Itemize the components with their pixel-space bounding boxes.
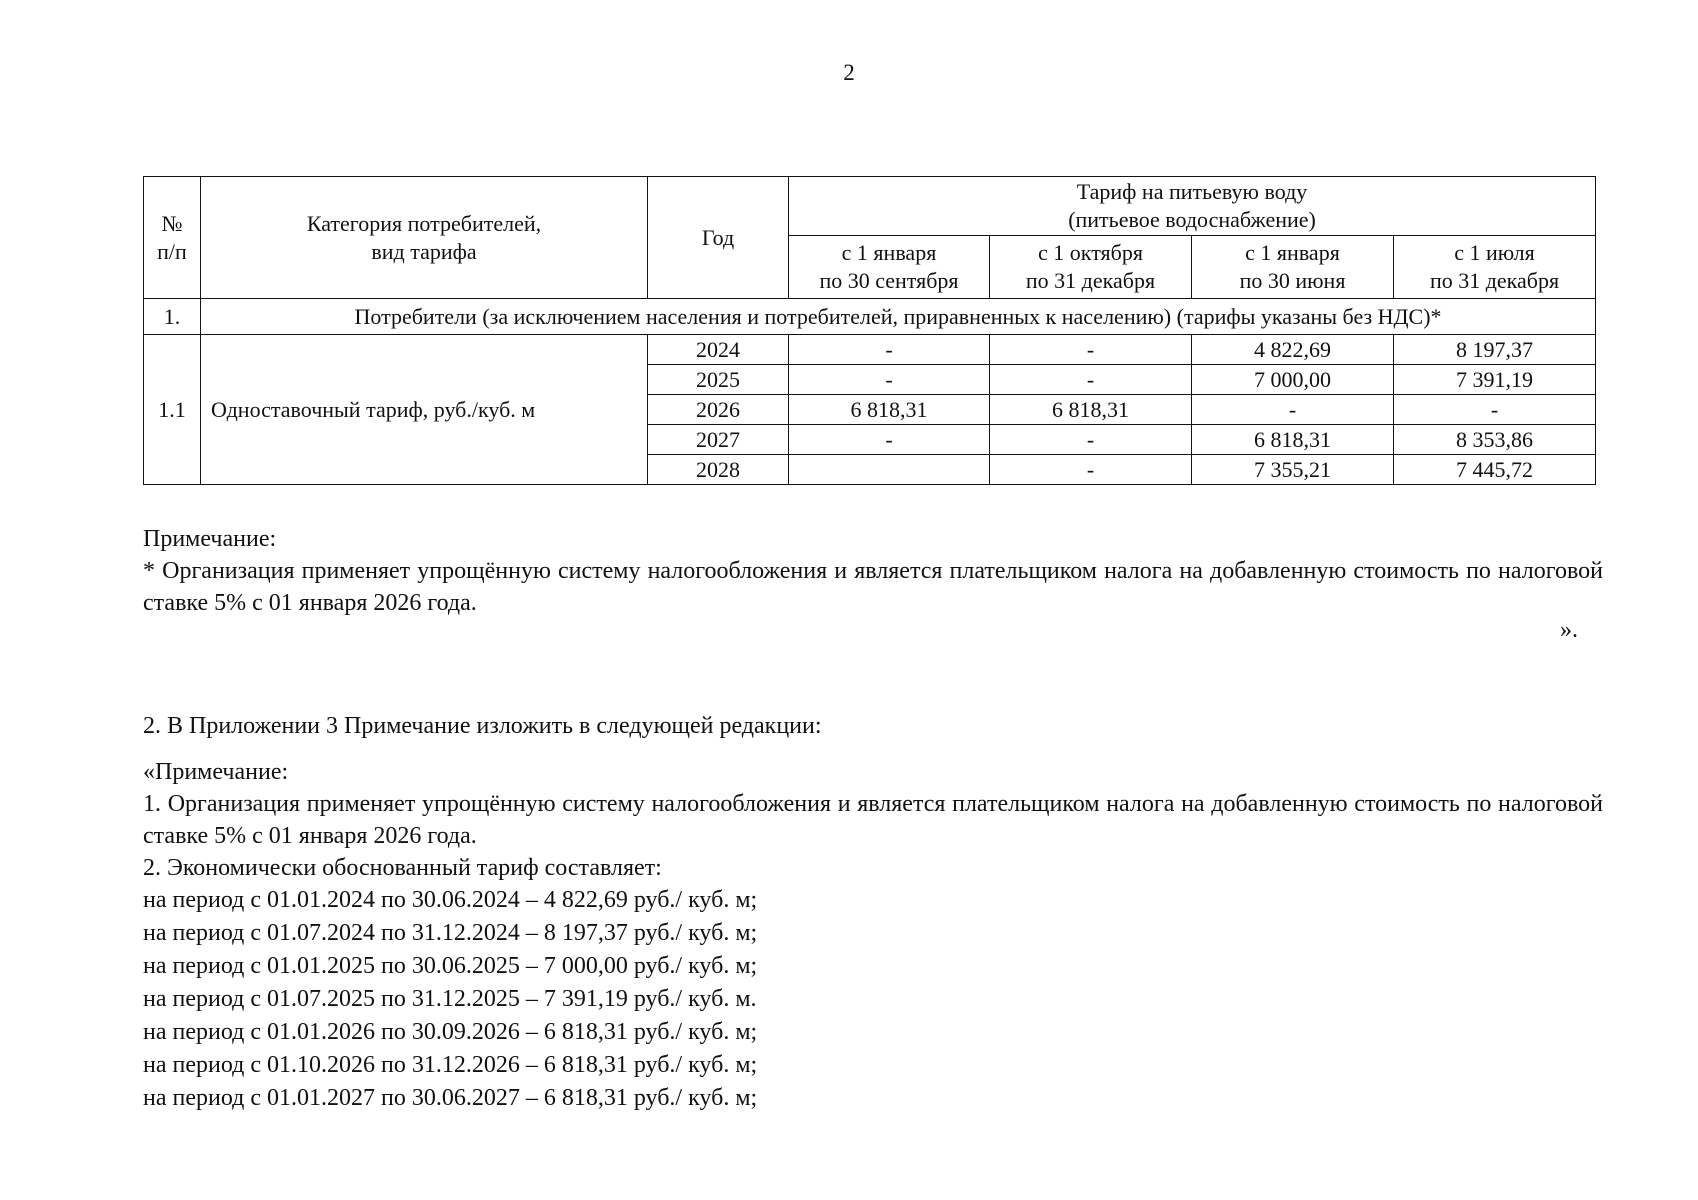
- section-2-heading-block: [143, 710, 1603, 742]
- row-value: 4 822,69: [1192, 335, 1394, 365]
- item-num: 1.1: [144, 335, 201, 485]
- section-2-heading: 2. В Приложении 3 Примечание изложить в следующей редакции:: [143, 713, 822, 739]
- header-tariff-group: Тариф на питьевую воду (питьевое водоснабжение): [789, 177, 1596, 236]
- row-value: -: [990, 425, 1192, 455]
- row-value: 8 353,86: [1394, 425, 1596, 455]
- period-line: на период с 01.07.2024 по 31.12.2024 – 8 197,37 руб./ куб. м;: [143, 920, 758, 946]
- period-line: на период с 01.01.2025 по 30.06.2025 – 7 000,00 руб./ куб. м;: [143, 953, 758, 979]
- row-value: -: [990, 335, 1192, 365]
- section-2-note-title: «Примечание:: [143, 759, 289, 785]
- row-year: 2028: [648, 455, 789, 485]
- header-period-3: с 1 января по 30 июня: [1192, 236, 1394, 299]
- period-line: на период с 01.07.2025 по 31.12.2025 – 7 391,19 руб./ куб. м.: [143, 986, 757, 1012]
- row-value: [789, 455, 990, 485]
- header-num: № п/п: [144, 177, 201, 299]
- section-num: 1.: [144, 299, 201, 335]
- item-category: Одноставочный тариф, руб./куб. м: [201, 335, 648, 485]
- period-line: на период с 01.01.2027 по 30.06.2027 – 6 818,31 руб./ куб. м;: [143, 1085, 758, 1111]
- row-value: 7 445,72: [1394, 455, 1596, 485]
- row-value: -: [789, 335, 990, 365]
- note-block: [143, 523, 1603, 619]
- row-year: 2025: [648, 365, 789, 395]
- row-value: 6 818,31: [789, 395, 990, 425]
- section-2-item-1: 1. Организация применяет упрощённую систему налогообложения и является плательщиком налога на добавленную стоимость по налоговой ставке 5% с 01 января 2026 года.: [143, 791, 1603, 849]
- header-period-4: с 1 июля по 31 декабря: [1394, 236, 1596, 299]
- row-value: 6 818,31: [990, 395, 1192, 425]
- header-period-2: с 1 октября по 31 декабря: [990, 236, 1192, 299]
- closing-quote: ».: [1560, 617, 1578, 643]
- table-section-row: [144, 299, 1596, 335]
- header-period-1: с 1 января по 30 сентября: [789, 236, 990, 299]
- row-value: 7 391,19: [1394, 365, 1596, 395]
- row-value: 7 000,00: [1192, 365, 1394, 395]
- section-title: Потребители (за исключением населения и потребителей, приравненных к населению) (тарифы указаны без НДС)*: [201, 299, 1596, 335]
- section-2-body: [143, 756, 1603, 1115]
- row-year: 2026: [648, 395, 789, 425]
- note-title: Примечание:: [143, 526, 277, 552]
- period-line: на период с 01.01.2026 по 30.09.2026 – 6 818,31 руб./ куб. м;: [143, 1019, 758, 1045]
- tariff-table: [143, 176, 1596, 485]
- row-value: -: [1192, 395, 1394, 425]
- row-year: 2024: [648, 335, 789, 365]
- period-line: на период с 01.10.2026 по 31.12.2026 – 6 818,31 руб./ куб. м;: [143, 1052, 758, 1078]
- period-line: на период с 01.01.2024 по 30.06.2024 – 4 822,69 руб./ куб. м;: [143, 887, 758, 913]
- row-value: -: [990, 455, 1192, 485]
- note-text: * Организация применяет упрощённую систему налогообложения и является плательщиком налога на добавленную стоимость по налоговой ставке 5% с 01 января 2026 года.: [143, 558, 1603, 616]
- header-category: Категория потребителей, вид тарифа: [201, 177, 648, 299]
- row-value: -: [990, 365, 1192, 395]
- row-value: 6 818,31: [1192, 425, 1394, 455]
- row-value: 8 197,37: [1394, 335, 1596, 365]
- row-year: 2027: [648, 425, 789, 455]
- row-value: -: [1394, 395, 1596, 425]
- row-value: 7 355,21: [1192, 455, 1394, 485]
- row-value: -: [789, 365, 990, 395]
- table-row: [144, 335, 1596, 365]
- header-year: Год: [648, 177, 789, 299]
- section-2-item-2: 2. Экономически обоснованный тариф составляет:: [143, 855, 662, 881]
- row-value: -: [789, 425, 990, 455]
- page-number: 2: [843, 60, 855, 85]
